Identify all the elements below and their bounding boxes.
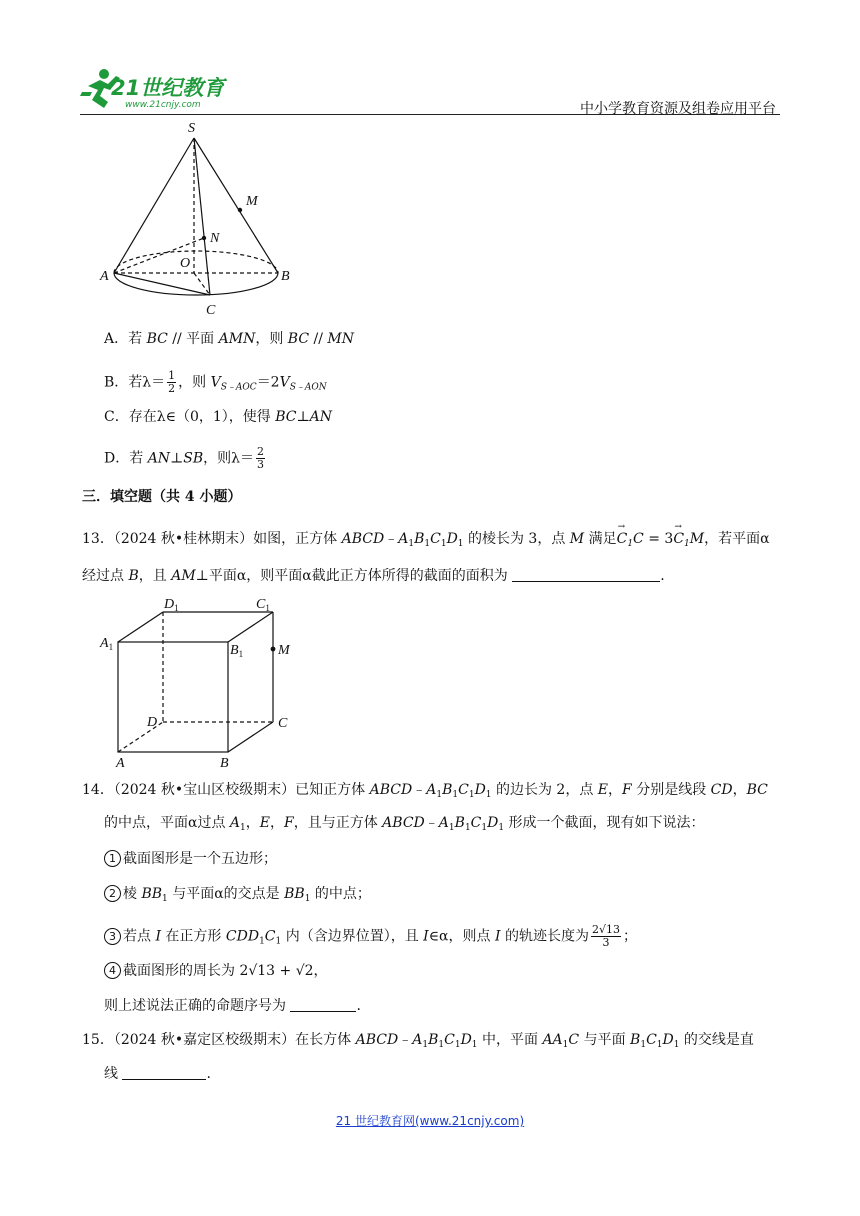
q13-line2: 经过点 B，且 AM⊥平面α，则平面α截此正方体所得的截面的面积为 .	[82, 568, 665, 584]
circled-number-2: 2	[104, 885, 121, 902]
point-M-cube	[271, 647, 276, 652]
header-divider	[80, 114, 780, 115]
circled-number-3: 3	[104, 928, 121, 945]
platform-title: 中小学教育资源及组卷应用平台	[580, 101, 776, 117]
q14-statement-4: 4 截面图形的周长为 2√13 + √2，	[104, 961, 328, 981]
label-M: M	[246, 194, 258, 209]
section-title: 三．填空题（共 4 小题）	[82, 489, 242, 505]
option-A: A．若 BC // 平面 AMN，则 BC // MN	[104, 331, 354, 347]
answer-blank-14[interactable]	[290, 997, 356, 1012]
circled-number-1: 1	[104, 850, 121, 867]
label-C: C	[278, 716, 288, 731]
q14-statement-1: 1 截面图形是一个五边形；	[104, 849, 277, 869]
label-M-cube: M	[278, 643, 290, 658]
q15-line2: 线 .	[104, 1066, 211, 1082]
circled-number-4: 4	[104, 962, 121, 979]
option-D: D．若 AN⊥SB，则λ＝ $\frac{2}{3}$	[104, 445, 264, 471]
label-B: B	[281, 269, 290, 284]
q14-statement-3: 3 若点 I 在正方形 $CDD_1C_1$ 内（含边界位置），且 I∈α，则点 I 的轨迹长度为 $\frac{2√13}{3}$ ；	[104, 924, 637, 952]
label-A: A	[100, 269, 109, 284]
cone-figure	[96, 118, 306, 318]
label-A1: $A_1$	[100, 636, 114, 652]
q14-statement-2: 2 棱 $BB_1$ 与平面α的交点是 $BB_1$ 的中点；	[104, 884, 371, 909]
label-C: C	[206, 303, 216, 318]
q15-line1: 15．（2024 秋•嘉定区校级期末）在长方体 $ABCD﹣A_1B_1C_1D_1$ 中，平面 $AA_1C$ 与平面 $B_1C_1D_1$ 的交线是直	[82, 1032, 754, 1050]
option-B: B．若λ＝ $\frac{1}{2}$ ，则 $V_{S﹣AOC}=2V_{S﹣AON}$	[104, 369, 327, 395]
q14-question: 则上述说法正确的命题序号为 .	[104, 998, 361, 1014]
answer-blank-13[interactable]	[512, 567, 660, 582]
label-B1: $B_1$	[230, 643, 244, 659]
label-A-cube: A	[116, 756, 125, 770]
cube-figure	[98, 592, 308, 770]
label-D: D	[147, 715, 158, 730]
point-M	[238, 208, 242, 212]
answer-blank-15[interactable]	[122, 1065, 206, 1080]
q13-line1: 13．（2024 秋•桂林期末）如图，正方体 $ABCD﹣A_1B_1C_1D_1$ 的棱长为 3，点 M 满足→ $C_1C = 3\to C_1M$，若平面α	[82, 529, 770, 554]
footer-link[interactable]: 21 世纪教育网(www.21cnjy.com)	[335, 1114, 525, 1128]
brand-url: www.21cnjy.com	[125, 100, 201, 110]
label-O: O	[180, 256, 191, 271]
brand-name: 21世纪教育	[111, 76, 225, 100]
q14-line1: 14．（2024 秋•宝山区校级期末）已知正方体 $ABCD﹣A_1B_1C_1D_1$ 的边长为 2，点 E，F 分别是线段 CD，BC	[82, 782, 768, 800]
label-D1: $D_1$	[164, 597, 179, 613]
label-S: S	[188, 121, 195, 136]
option-C: C．存在λ∈（0，1），使得 BC⊥AN	[104, 409, 333, 425]
q14-line2: 的中点，平面α过点 $A_1$，E，F，且与正方体 $ABCD﹣A_1B_1C_1D_1$ 形成一个截面，现有如下说法：	[104, 815, 705, 833]
label-N: N	[210, 231, 220, 246]
label-B-cube: B	[220, 756, 229, 770]
label-C1: $C_1$	[256, 597, 270, 613]
point-N	[202, 236, 206, 240]
